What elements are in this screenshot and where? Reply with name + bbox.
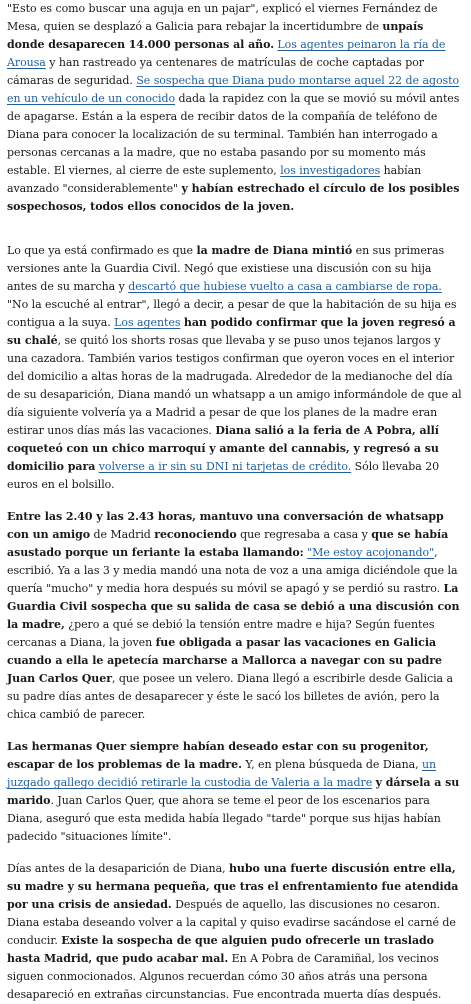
inline-link[interactable]: Se sospecha que Diana pudo montarse aquel 22 de agosto en un vehículo de un conocido xyxy=(7,74,460,105)
bold-text: reconociendo xyxy=(154,528,237,541)
body-text: . Juan Carlos Quer, que ahora se teme el peor de los escenarios para Diana, aseguró que esta medida había llegado "tarde" porque sus hijas habían padecido "situaciones límite". xyxy=(7,794,441,843)
bold-text: que se había asustado porque un feriante la estaba llamando: xyxy=(7,528,449,559)
bold-text: y habían estrechado el círculo de los posibles sospechosos, todos ellos conocidos de la joven. xyxy=(7,182,460,213)
paragraph-3 xyxy=(7,508,463,724)
inline-link[interactable]: descartó que hubiese vuelto a casa a cambiarse de ropa. xyxy=(128,280,442,293)
paragraph-1 xyxy=(7,0,463,216)
bold-text: fue obligada a pasar las vacaciones en Galicia cuando a ella le apetecía marcharse a Mallorca a navegar con su padre Juan Carlos Quer xyxy=(7,636,442,685)
bold-text: y dársela a su marido xyxy=(7,776,460,807)
bold-text: Existe la sospecha de que alguien pudo ofrecerle un traslado hasta Madrid, que pudo acabar mal. xyxy=(7,934,434,965)
body-text: "Esto es como buscar una aguja en un pajar", explicó el viernes Fernández de Mesa, quien se desplazó a Galicia para rebajar la incertidumbre de xyxy=(7,2,438,33)
body-text: , escribió. Ya a las 3 y media mandó una nota de voz a una amiga diciéndole que la quería "mucho" y media hora después su móvil se apagó y se perdió su rastro. xyxy=(7,546,458,595)
inline-link[interactable]: un juzgado gallego decidió retirarle la custodia de Valeria a la madre xyxy=(7,758,437,789)
inline-link[interactable]: Los agentes peinaron la ría de Arousa xyxy=(7,38,446,69)
body-text: Sólo llevaba 20 euros en el bolsillo. xyxy=(7,460,440,491)
body-text: Días antes de la desaparición de Diana, xyxy=(7,862,229,875)
body-text: y han rastreado ya centenares de matrículas de coche captadas por cámaras de seguridad. xyxy=(7,56,425,87)
inline-link[interactable]: Los agentes xyxy=(114,316,181,329)
body-text: Lo que ya está confirmado es que xyxy=(7,244,197,257)
bold-text: hubo una fuerte discusión entre ella, su madre y su hermana pequeña, que tras el enfrentamiento fue atendida por una crisis de ansiedad. xyxy=(7,862,459,911)
inline-link[interactable]: volverse a ir sin su DNI ni tarjetas de crédito. xyxy=(98,460,352,473)
body-text: ¿pero a qué se debió la tensión entre madre e hija? Según fuentes cercanas a Diana, la joven xyxy=(7,618,435,649)
body-text: Y, en plena búsqueda de Diana, xyxy=(241,758,423,771)
paragraph-2 xyxy=(7,242,463,494)
bold-text: han podido confirmar que la joven regresó a su chalé xyxy=(7,316,456,347)
paragraph-5 xyxy=(7,860,463,1004)
body-text: , se quitó los shorts rosas que llevaba y se puso unos tejanos largos y una cazadora. También varios testigos confirman que oyeron voces en el interior del domicilio a altas horas de la madrugada. Alrededor de la medianoche del día de su desaparición, Diana mandó un whatsapp a un amigo informándole de que al día siguiente volvería ya a Madrid a pesar de que los planes de la madre eran estirar unos días más las vacaciones. xyxy=(7,334,462,437)
inline-link[interactable]: los investigadores xyxy=(280,164,381,177)
body-text: en sus primeras versiones ante la Guardia Civil. Negó que existiese una discusión con su hija antes de su marcha y xyxy=(7,244,445,293)
paragraph-4 xyxy=(7,738,463,846)
bold-text: la madre de Diana mintió xyxy=(196,244,353,257)
body-text: habían avanzado "considerablemente" xyxy=(7,164,422,195)
body-text: En A Pobra de Caramiñal, los vecinos siguen conmocionados. Algunos recuerdan cómo 30 años atrás una persona desapareció en extrañas circunstancias. Fue encontrada muerta días después. xyxy=(7,952,442,1001)
bold-text: Entre las 2.40 y las 2.43 horas, mantuvo una conversación de whatsapp con un amigo xyxy=(7,510,444,541)
body-text: , que posee un velero. Diana llegó a escribirle desde Galicia a su padre días antes de desaparecer y éste le sacó los billetes de avión, pero la chica cambió de parecer. xyxy=(7,672,453,721)
bold-text: Las hermanas Quer siempre habían deseado estar con su progenitor, escapar de los problemas de la madre. xyxy=(7,740,429,771)
body-text: de Madrid xyxy=(90,528,155,541)
body-text: dada la rapidez con la que se movió su móvil antes de apagarse. Están a la espera de recibir datos de la compañía de teléfono de Diana para conocer la localización de su terminal. También han interrogado a personas cercanas a la madre, que no estaba pasando por su momento más estable. El viernes, al cierre de este suplemento, xyxy=(7,92,460,177)
body-text: Después de aquello, las discusiones no cesaron. Diana estaba deseando volver a la capital y quiso evadirse sacándose el carné de conducir. xyxy=(7,898,456,947)
inline-link[interactable]: "Me estoy acojonando" xyxy=(307,546,435,559)
body-text: "No la escuché al entrar", llegó a decir, a pesar de que la habitación de su hija es contigua a la suya. xyxy=(7,298,457,329)
body-text: que regresaba a casa y xyxy=(236,528,372,541)
bold-text: La Guardia Civil sospecha que su salida de casa se debió a una discusión con la madre, xyxy=(7,582,460,631)
bold-text: Diana salió a la feria de A Pobra, allí coqueteó con un chico marroquí y amante del cannabis, y regresó a su domicilio para xyxy=(7,424,439,473)
bold-text: unpaís donde desaparecen 14.000 personas al año. xyxy=(7,20,424,51)
